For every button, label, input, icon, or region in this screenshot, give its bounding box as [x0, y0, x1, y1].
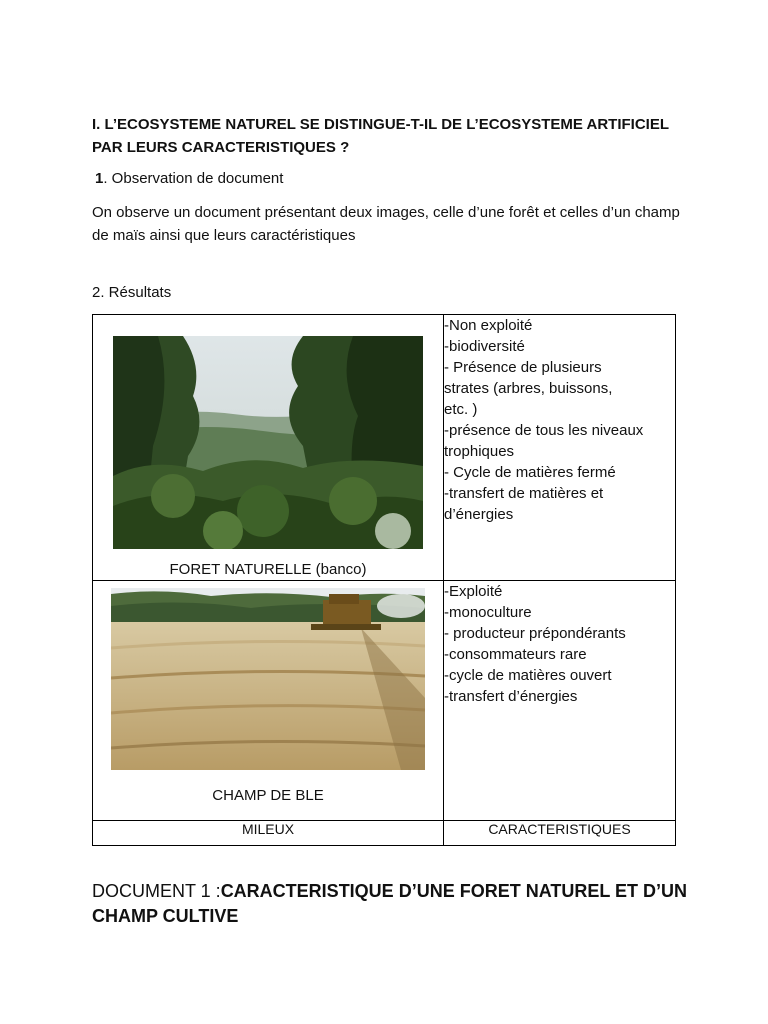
- list-item: -cycle de matières ouvert: [444, 667, 612, 684]
- list-item: -biodiversité: [444, 338, 525, 355]
- observation-text: On observe un document présentant deux images, celle d’une forêt et celles d’un champ de maïs ainsi que leurs caractéristiques: [92, 204, 680, 244]
- footer-col-milieux: MILEUX: [93, 821, 444, 846]
- document-caption-prefix: DOCUMENT 1 :: [92, 881, 221, 901]
- field-caption: CHAMP DE BLE: [212, 787, 324, 804]
- field-characteristics-cell: [444, 581, 676, 821]
- list-item: trophiques: [444, 443, 515, 460]
- table-footer-row: [93, 821, 676, 846]
- list-item: -monoculture: [444, 604, 532, 621]
- list-item: strates (arbres, buissons,: [444, 380, 613, 397]
- observation-heading: [95, 169, 283, 189]
- forest-characteristics-list: [444, 315, 675, 525]
- list-item: -Non exploité: [444, 317, 533, 334]
- list-item: -consommateurs rare: [444, 646, 587, 663]
- document-caption-title: CARACTERISTIQUE D’UNE FORET NATUREL ET D’UN CHAMP CULTIVE: [92, 881, 688, 926]
- field-image-cell: [93, 581, 444, 821]
- table-row-field: [93, 581, 676, 821]
- section-title: I. L’ECOSYSTEME NATUREL SE DISTINGUE-T-IL DE L’ECOSYSTEME ARTIFICIEL PAR LEURS CARACTERISTIQUES ?: [92, 116, 669, 156]
- forest-image-cell: [93, 315, 444, 581]
- wheat-field-photo: [111, 588, 425, 770]
- list-item: - producteur prépondérants: [444, 625, 626, 642]
- list-item: - Cycle de matières fermé: [444, 464, 616, 481]
- document-caption: [92, 879, 712, 929]
- forest-caption: FORET NATURELLE (banco): [169, 561, 367, 578]
- list-item: -Exploité: [444, 583, 503, 600]
- list-item: d’énergies: [444, 506, 514, 523]
- results-heading: 2. Résultats: [92, 284, 172, 301]
- list-item: etc. ): [444, 401, 478, 418]
- footer-col-caracteristiques: CARACTERISTIQUES: [444, 821, 676, 846]
- table-row-forest: [93, 315, 676, 581]
- observation-number: 1: [95, 170, 104, 187]
- list-item: -présence de tous les niveaux: [444, 422, 644, 439]
- list-item: -transfert de matières et: [444, 485, 604, 502]
- list-item: -transfert d’énergies: [444, 688, 578, 705]
- forest-photo: [113, 336, 423, 549]
- observation-label: . Observation de document: [103, 170, 284, 187]
- list-item: - Présence de plusieurs: [444, 359, 602, 376]
- document-table: [92, 314, 676, 846]
- field-characteristics-list: [444, 581, 675, 707]
- forest-characteristics-cell: [444, 315, 676, 581]
